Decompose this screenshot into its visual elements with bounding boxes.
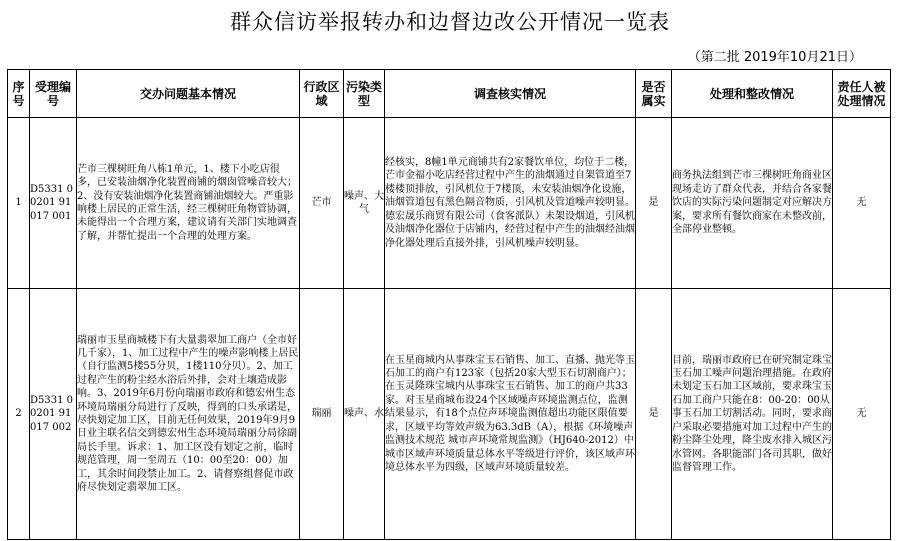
- header-region: 行政区域: [300, 70, 344, 118]
- table-row: [8, 289, 891, 540]
- header-investigation: 调查核实情况: [385, 70, 636, 118]
- cell-seq: 1: [8, 118, 30, 289]
- cell-verified: 是: [636, 118, 672, 289]
- batch-date: （第二批 2019年10月21日）: [687, 50, 862, 65]
- document-title: 群众信访举报转办和边督边改公开情况一览表: [230, 10, 670, 34]
- cell-accountability: 无: [833, 118, 891, 289]
- cell-pollution: 噪声、水: [344, 289, 385, 540]
- cell-issue: 芒市三棵树旺角八栋1单元，1、楼下小吃店很多，已安装油烟净化装置商铺的烟囱管噪音较大；2、没有安装油烟净化装置商铺油烟较大。严重影响楼上居民的正常生活，经三棵树旺角物管协调，未能得出一个合理方案，建议请有关部门实地调查了解，并帮忙提出一个合理的处理方案。: [77, 118, 300, 289]
- cell-code: D5331 00201 91017 002: [30, 289, 77, 540]
- cell-accountability: 无: [833, 289, 891, 540]
- cell-investigation: 经核实，8幢1单元商铺共有2家餐饮单位，均位于二楼，芒市金福小吃店经营过程中产生的油烟通过自架管道至7楼楼顶排放，引风机位于7楼顶，未安装油烟净化设施，油烟管道包有黑色隔音物质，引风机及管道噪声较明显。德宏晟乐商贸有限公司（食客派队）未架设烟道，引风机及油烟净化器位于店铺内，经营过程中产生的油烟经油烟净化器处理后直接外排，引风机噪声较明显。: [385, 118, 636, 289]
- cell-investigation: 在玉星商城内从事珠宝玉石销售、加工、直播、抛光等玉石加工的商户有123家（包括20家大型玉石切割商户）；在玉灵隆珠宝城内从事珠宝玉石销售、加工的商户共33家。对玉星商城布设24个区域噪声环境监测点位，监测结果显示，有18个点位声环境监测值超出功能区限值要求，区域平均等效声级为63.3dB（A），根据《环境噪声监测技术规范 城市声环境常规监测》（HJ640-2012）中城市区域声环境质量总体水平等级进行评价，该区域声环境总体水平为四级，区域声环境质量较差。: [385, 289, 636, 540]
- cell-pollution: 噪声、大气: [344, 118, 385, 289]
- cell-seq: 2: [8, 289, 30, 540]
- cell-region: 瑞丽: [300, 289, 344, 540]
- header-code: 受理编号: [30, 70, 77, 118]
- cell-handling: 商务执法组到芒市三棵树旺角商业区现场走访了群众代表，并结合各家餐饮店的实际污染问题制定对应解决方案，要求所有餐饮商家在未整改前，全部停业整顿。: [672, 118, 833, 289]
- cell-code: D5331 00201 91017 001: [30, 118, 77, 289]
- cell-handling: 目前，瑞丽市政府已在研究制定珠宝玉石加工噪声问题治理措施。在政府未划定玉石加工区域前，要求珠宝玉石加工商户只能在8：00-20：00从事玉石加工切割活动。同时，要求商户采取必要措施对加工过程中产生的粉尘降尘处理，降尘废水排入城区污水管网。各职能部门各司其职，做好监督管理工作。: [672, 289, 833, 540]
- header-issue: 交办问题基本情况: [77, 70, 300, 118]
- cell-region: 芒市: [300, 118, 344, 289]
- header-verified: 是否属实: [636, 70, 672, 118]
- cell-verified: 是: [636, 289, 672, 540]
- header-pollution: 污染类型: [344, 70, 385, 118]
- complaint-table: [7, 69, 891, 540]
- table-header-row: [8, 70, 891, 118]
- header-seq: 序号: [8, 70, 30, 118]
- header-handling: 处理和整改情况: [672, 70, 833, 118]
- table-row: [8, 118, 891, 289]
- cell-issue: 瑞丽市玉星商城楼下有大量翡翠加工商户（全市好几千家），1、加工过程中产生的噪声影响楼上居民（自行监测5楼55分贝，1楼110分贝）。2、加工过程产生的粉尘经水浴后外排，会对土壤造成影响。3、2019年6月份向瑞丽市政府和德宏州生态环境局瑞丽分局进行了反映，得到的口头承诺是，尽快划定加工区，目前无任何效果，2019年9月9日业主联名信交到德宏州生态环境局瑞丽分局徐副局长手里。诉求：1、加工区没有划定之前，临时规范管理，周一至周五（10：00至20：00）加工，其余时间段禁止加工。2、请督察组督促市政府尽快划定翡翠加工区。: [77, 289, 300, 540]
- header-accountability: 责任人被处理情况: [833, 70, 891, 118]
